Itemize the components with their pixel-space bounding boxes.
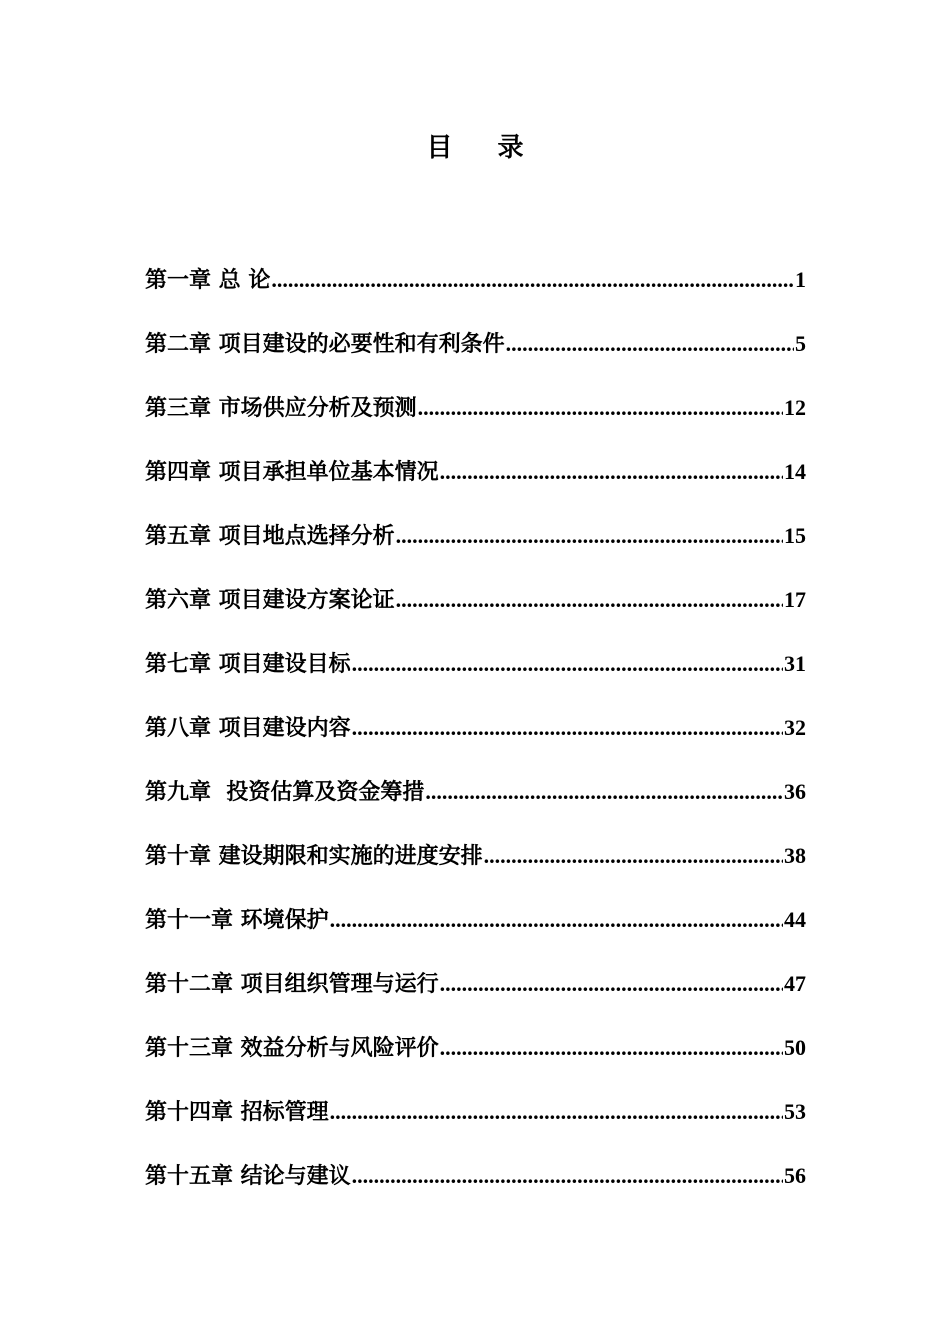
toc-entry-page: 36 (784, 779, 806, 804)
toc-entry[interactable] (145, 388, 806, 452)
toc-entry-label: 第八章 项目建设内容 (145, 715, 351, 741)
toc-entry[interactable] (145, 260, 806, 324)
dot-leader (352, 1156, 783, 1196)
toc-entry-label: 第二章 项目建设的必要性和有利条件 (145, 331, 505, 357)
dot-leader (352, 708, 783, 748)
dot-leader (352, 644, 783, 684)
toc-entry-label: 第十章 建设期限和实施的进度安排 (145, 843, 483, 869)
dot-leader (396, 516, 783, 556)
toc-entry-page: 5 (795, 331, 806, 356)
toc-entry-page: 12 (784, 395, 806, 420)
toc-entry-label: 第十一章 环境保护 (145, 907, 329, 933)
dot-leader (271, 260, 794, 300)
toc-entry-page: 15 (784, 523, 806, 548)
toc-entry[interactable] (145, 580, 806, 644)
dot-leader (418, 388, 783, 428)
toc-entry-label: 第五章 项目地点选择分析 (145, 523, 395, 549)
toc-title: 目 录 (426, 133, 542, 163)
toc-entry-page: 44 (784, 907, 806, 932)
toc-entry-page: 47 (784, 971, 806, 996)
dot-leader (484, 836, 783, 876)
dot-leader (440, 1028, 783, 1068)
toc-entry[interactable] (145, 516, 806, 580)
toc-entry-page: 50 (784, 1035, 806, 1060)
toc-entry[interactable] (145, 708, 806, 772)
toc-entry-label: 第十三章 效益分析与风险评价 (145, 1035, 439, 1061)
toc-entry-label: 第三章 市场供应分析及预测 (145, 395, 417, 421)
toc-entry-label: 第十五章 结论与建议 (145, 1163, 351, 1189)
toc-entry-page: 14 (784, 459, 806, 484)
toc-entry-label: 第十二章 项目组织管理与运行 (145, 971, 439, 997)
dot-leader (440, 964, 783, 1004)
toc-entry-page: 31 (784, 651, 806, 676)
toc-entry[interactable] (145, 1028, 806, 1092)
toc-entry-label: 第七章 项目建设目标 (145, 651, 351, 677)
toc-entry-label: 第四章 项目承担单位基本情况 (145, 459, 439, 485)
toc-entry[interactable] (145, 836, 806, 900)
dot-leader (425, 772, 783, 812)
toc-entry-label: 第十四章 招标管理 (145, 1099, 329, 1125)
toc-entry[interactable] (145, 644, 806, 708)
dot-leader (330, 1092, 783, 1132)
toc-entry-label: 第一章 总 论 (145, 267, 271, 293)
dot-leader (396, 580, 783, 620)
dot-leader (330, 900, 783, 940)
dot-leader (440, 452, 783, 492)
toc-entry[interactable] (145, 1156, 806, 1220)
toc-entry[interactable] (145, 900, 806, 964)
toc-entry-page: 32 (784, 715, 806, 740)
toc-list (145, 260, 806, 1220)
toc-entry[interactable] (145, 964, 806, 1028)
toc-entry[interactable] (145, 1092, 806, 1156)
toc-entry-page: 53 (784, 1099, 806, 1124)
toc-entry-page: 1 (795, 267, 806, 292)
toc-entry-label: 第六章 项目建设方案论证 (145, 587, 395, 613)
toc-entry-page: 56 (784, 1163, 806, 1188)
toc-entry[interactable] (145, 324, 806, 388)
toc-entry[interactable] (145, 452, 806, 516)
dot-leader (506, 324, 794, 364)
toc-entry-page: 17 (784, 587, 806, 612)
toc-entry-page: 38 (784, 843, 806, 868)
toc-entry-label: 第九章 投资估算及资金筹措 (145, 779, 425, 805)
toc-entry[interactable] (145, 772, 806, 836)
